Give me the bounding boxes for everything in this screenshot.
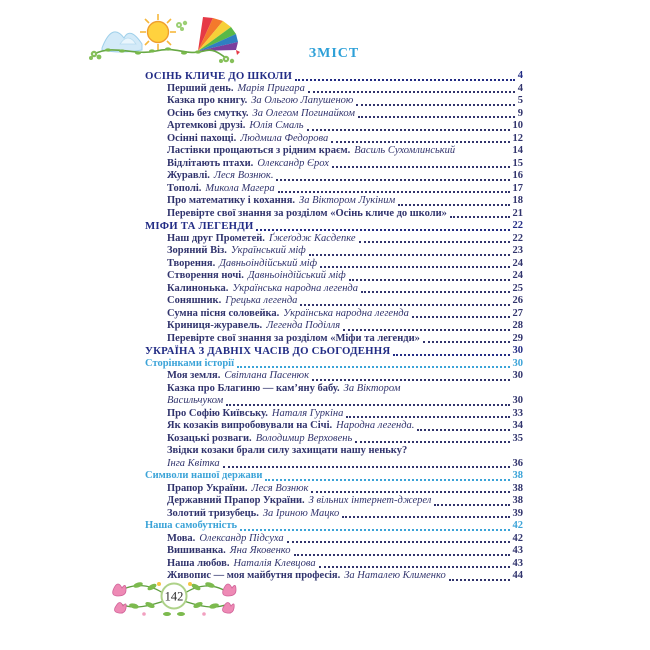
- toc-item-title: Казка про книгу.: [167, 95, 248, 106]
- toc-item-author: Інга Квітка: [167, 457, 220, 469]
- toc-page-number: 24: [512, 270, 523, 281]
- toc-leader-dots: [417, 429, 509, 431]
- toc-page-number: 23: [512, 245, 523, 256]
- toc-item-title: Живопис — моя майбутня професія.: [167, 570, 341, 581]
- toc-row: [145, 195, 523, 208]
- toc-leader-dots: [449, 579, 510, 581]
- sun-icon: [140, 14, 176, 50]
- toc-page-number: 30: [512, 357, 523, 369]
- toc-item-title: Мова.: [167, 532, 196, 544]
- toc-leader-dots: [320, 266, 509, 268]
- page-number-badge: [162, 584, 187, 609]
- toc-item-author: Українська народна легенда: [232, 282, 358, 294]
- toc-row: [145, 445, 523, 458]
- toc-item-author: Олександр Єрох: [257, 157, 329, 169]
- toc-leader-dots: [237, 366, 509, 368]
- toc-item-title: Тополі.: [167, 182, 202, 194]
- toc-row: [145, 283, 523, 296]
- toc-leader-dots: [332, 166, 510, 168]
- toc-item-author: Людмила Федорова: [240, 132, 329, 144]
- toc-leader-dots: [398, 204, 509, 206]
- toc-leader-dots: [265, 479, 509, 481]
- toc-page-number: 34: [512, 420, 523, 431]
- toc-item-title: Створення ночі.: [167, 270, 244, 281]
- toc-page-number: 30: [512, 370, 523, 381]
- toc-row: [145, 108, 523, 121]
- toc-row: [145, 320, 523, 333]
- toc-row: [145, 158, 523, 171]
- toc-leader-dots: [307, 129, 510, 131]
- toc-row: [145, 420, 523, 433]
- toc-leader-dots: [342, 516, 509, 518]
- toc-item-title: Золотий тризубець.: [167, 507, 259, 519]
- toc-row: [145, 433, 523, 446]
- toc-leader-dots: [393, 354, 509, 356]
- toc-item-title: Сторінками історії: [145, 357, 235, 369]
- toc-item-title: Казка про Благиню — кам’яну бабу.: [167, 382, 340, 394]
- toc-item-author: За Віктором Лукіним: [299, 195, 396, 206]
- toc-leader-dots: [343, 329, 509, 331]
- toc-item-title: Зоряний Віз.: [167, 245, 227, 256]
- toc-row: [145, 495, 523, 508]
- toc-item-author: Світлана Пасенюк: [224, 370, 310, 381]
- toc-page-number: 12: [512, 132, 523, 144]
- toc-leader-dots: [355, 441, 509, 443]
- toc-page-number: 44: [512, 570, 523, 581]
- toc-row: [145, 533, 523, 546]
- toc-page-number: 4: [517, 70, 523, 81]
- toc-leader-dots: [450, 216, 510, 218]
- toc-row: [145, 308, 523, 321]
- toc-row: [145, 408, 523, 421]
- toc-row: [145, 295, 523, 308]
- toc-leader-dots: [356, 104, 514, 106]
- footer-page-number: 142: [164, 589, 184, 604]
- toc-item-title: Перший день.: [167, 82, 234, 94]
- toc-row: [145, 83, 523, 96]
- toc-page-number: 39: [512, 507, 523, 519]
- toc-leader-dots: [223, 466, 510, 468]
- toc-page-number: 42: [512, 520, 523, 531]
- toc-item-author: Леся Вознюк: [251, 482, 309, 494]
- toc-item-author: Володимир Верховень: [255, 432, 353, 444]
- toc-row: [145, 133, 523, 146]
- toc-page-number: 33: [512, 407, 523, 419]
- toc-leader-dots: [308, 91, 515, 93]
- toc-leader-dots: [346, 416, 509, 418]
- toc-leader-dots: [412, 316, 510, 318]
- toc-leader-dots: [423, 341, 510, 343]
- toc-item-title: Державний Прапор України.: [167, 495, 305, 506]
- toc-item-title: Артемкові друзі.: [167, 120, 246, 131]
- toc-item-title: Осінні пахощі.: [167, 132, 237, 144]
- toc-leader-dots: [276, 179, 509, 181]
- toc-item-author: Український міф: [230, 245, 306, 256]
- toc-leader-dots: [309, 254, 510, 256]
- toc-item-author: За Іриною Мацко: [262, 507, 340, 519]
- toc-leader-dots: [349, 279, 510, 281]
- toc-row: [145, 470, 523, 483]
- toc-leader-dots: [295, 79, 515, 81]
- toc-leader-dots: [359, 241, 510, 243]
- toc-item-title: Прапор України.: [167, 482, 248, 494]
- toc-leader-dots: [358, 116, 515, 118]
- toc-item-title: Вишиванка.: [167, 545, 226, 556]
- toc-item-author: За Віктором: [343, 382, 401, 394]
- toc-page-number: 35: [512, 432, 523, 444]
- toc-item-author: За Олегом Погинайком: [252, 107, 355, 119]
- toc-item-title: Перевірте свої знання за розділом «Міфи та легенди»: [167, 332, 420, 344]
- toc-leader-dots: [312, 379, 509, 381]
- toc-leader-dots: [294, 554, 510, 556]
- page-title: ЗМІСТ: [308, 46, 360, 61]
- toc-leader-dots: [300, 304, 509, 306]
- toc-page-number: 22: [512, 220, 523, 231]
- toc-item-author: З вільних інтернет-джерел: [308, 495, 432, 506]
- toc-row: [145, 345, 523, 358]
- toc-row: [145, 508, 523, 521]
- toc-item-title: Звідки козаки брали силу захищати нашу неньку?: [167, 445, 408, 456]
- toc-row: [145, 170, 523, 183]
- toc-row: [145, 483, 523, 496]
- toc-item-title: Творення.: [167, 257, 216, 269]
- toc-page-number: 26: [512, 295, 523, 306]
- toc-item-author: Легенда Поділля: [266, 320, 341, 331]
- toc-item-author: За Ольгою Лапушеною: [251, 95, 354, 106]
- toc-list: [145, 70, 523, 583]
- toc-item-title: Наша любов.: [167, 557, 230, 569]
- toc-row: [145, 220, 523, 233]
- toc-item-author: Наталія Клевцова: [233, 557, 316, 569]
- toc-row: [145, 558, 523, 571]
- toc-page-number: 15: [512, 157, 523, 169]
- toc-item-author: Леся Вознюк.: [213, 170, 274, 181]
- toc-leader-dots: [278, 191, 510, 193]
- toc-item-author: Давньоіндійський міф: [219, 257, 318, 269]
- toc-item-title: Осінь без смутку.: [167, 107, 249, 119]
- toc-row: [145, 183, 523, 196]
- toc-leader-dots: [319, 566, 510, 568]
- toc-item-author: Наталя Гуркіна: [271, 407, 344, 419]
- toc-leader-dots: [361, 291, 510, 293]
- toc-item-title: Про математику і кохання.: [167, 195, 296, 206]
- toc-item-author: Микола Магера: [205, 182, 275, 194]
- toc-leader-dots: [331, 141, 509, 143]
- toc-item-author: Народна легенда.: [336, 420, 415, 431]
- toc-page-number: 27: [512, 307, 523, 319]
- toc-item-title: Ластівки прощаються з рідним краєм.: [167, 145, 351, 156]
- toc-item-author: Марія Пригара: [237, 82, 305, 94]
- toc-row: [145, 233, 523, 246]
- toc-row: [145, 258, 523, 271]
- toc-item-author: Українська народна легенда: [283, 307, 409, 319]
- toc-item-title: Козацькі розваги.: [167, 432, 252, 444]
- toc-item-title: Калинонька.: [167, 282, 229, 294]
- toc-item-author: Ґжеґодж Касдепке: [268, 232, 356, 244]
- toc-row: [145, 270, 523, 283]
- toc-row: [145, 120, 523, 133]
- toc-page-number: 9: [517, 107, 523, 119]
- toc-item-author: Яна Яковенко: [229, 545, 291, 556]
- toc-page-number: 43: [512, 545, 523, 556]
- toc-page-number: 17: [512, 182, 523, 194]
- toc-item-author: Василь Сухомлинський: [354, 145, 456, 156]
- toc-item-title: Наша самобутність: [145, 520, 238, 531]
- toc-row: [145, 370, 523, 383]
- toc-page-number: 36: [512, 457, 523, 469]
- toc-page-number: 21: [512, 207, 523, 219]
- toc-row: [145, 333, 523, 346]
- toc-item-author: Олександр Підсуха: [199, 532, 284, 544]
- toc-item-title: Про Софію Київську.: [167, 407, 268, 419]
- toc-page-number: 29: [512, 332, 523, 344]
- toc-item-title: Як козаків випробовували на Січі.: [167, 420, 333, 431]
- toc-item-title: Моя земля.: [167, 370, 221, 381]
- toc-page-number: 18: [512, 195, 523, 206]
- toc-page-number: 38: [512, 470, 523, 481]
- toc-page-number: 16: [512, 170, 523, 181]
- toc-row: [145, 208, 523, 221]
- toc-item-title: Відлітають птахи.: [167, 157, 254, 169]
- toc-row: [145, 545, 523, 558]
- toc-page-number: 4: [517, 82, 523, 94]
- toc-item-author: За Наталею Клименко: [344, 570, 446, 581]
- toc-item-title: МІФИ ТА ЛЕГЕНДИ: [145, 220, 254, 232]
- toc-page-number: 38: [512, 495, 523, 506]
- toc-page-number: 24: [512, 257, 523, 269]
- toc-row: [145, 70, 523, 83]
- toc-page-number: 14: [512, 145, 523, 156]
- toc-page-number: 38: [512, 482, 523, 494]
- toc-row: [145, 395, 523, 408]
- toc-item-title: УКРАЇНА З ДАВНІХ ЧАСІВ ДО СЬОГОДЕННЯ: [145, 345, 391, 357]
- toc-page-number: 28: [512, 320, 523, 331]
- toc-leader-dots: [434, 504, 509, 506]
- toc-page-number: 5: [517, 95, 523, 106]
- toc-item-title: Наш друг Прометей.: [167, 232, 265, 244]
- toc-row: [145, 458, 523, 471]
- toc-page-number: 42: [512, 532, 523, 544]
- toc-item-title: Сумна пісня соловейка.: [167, 307, 280, 319]
- toc-item-title: Криниця-журавель.: [167, 320, 263, 331]
- toc-item-title: Журавлі.: [167, 170, 210, 181]
- toc-item-title: ОСІНЬ КЛИЧЕ ДО ШКОЛИ: [145, 70, 293, 82]
- toc-leader-dots: [287, 541, 510, 543]
- toc-item-title: Перевірте свої знання за розділом «Осінь кличе до школи»: [167, 207, 447, 219]
- toc-item-author: Грецька легенда: [225, 295, 298, 306]
- toc-leader-dots: [311, 491, 509, 493]
- toc-row: [145, 520, 523, 533]
- toc-page-number: 22: [512, 232, 523, 244]
- toc-row: [145, 245, 523, 258]
- toc-page-number: 30: [512, 395, 523, 406]
- toc-leader-dots: [240, 529, 509, 531]
- toc-row: [145, 383, 523, 396]
- toc-item-author: Юлія Смаль: [249, 120, 304, 131]
- toc-page-number: 43: [512, 557, 523, 569]
- footer-decoration: [104, 576, 246, 634]
- toc-row: [145, 95, 523, 108]
- toc-item-title: Соняшник.: [167, 295, 222, 306]
- toc-item-title: Символи нашої держави: [145, 470, 263, 481]
- toc-row: [145, 358, 523, 371]
- toc-page-number: 30: [512, 345, 523, 356]
- toc-row: [145, 145, 523, 158]
- toc-item-author: Давньоіндійський міф: [247, 270, 346, 281]
- toc-page-number: 10: [512, 120, 523, 131]
- toc-leader-dots: [226, 404, 509, 406]
- toc-item-author: Васильчуком: [167, 395, 224, 406]
- toc-page-number: 25: [512, 282, 523, 294]
- toc-leader-dots: [256, 229, 509, 231]
